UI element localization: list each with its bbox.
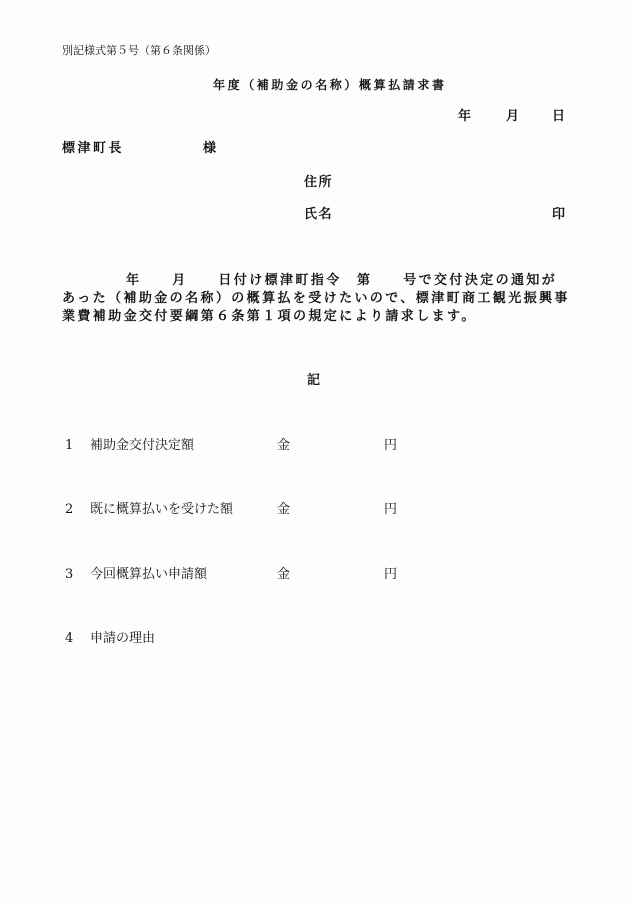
item-number: 1 [65,438,74,453]
item-amount-unit: 円 [384,438,398,453]
document-title: 年度（補助金の名称）概算払請求書 [213,78,447,92]
date-day-label: 日 [552,109,566,124]
applicant-name-label: 氏名 [304,207,334,222]
date-year-label: 年 [458,109,472,124]
addressee-honorific: 様 [203,141,217,156]
body-line-2: あった（補助金の名称）の概算払を受けたいので、標津町商工観光振興事 [62,291,570,306]
item-number: 4 [65,631,74,646]
item-label: 今回概算払い申請額 [90,567,208,582]
ki-heading: 記 [307,373,321,388]
item-amount-prefix: 金 [277,502,291,517]
seal-mark: 印 [552,207,566,222]
body-line-3: 業費補助金交付要綱第６条第１項の規定により請求します。 [62,309,477,324]
date-month-label: 月 [506,109,520,124]
item-label: 補助金交付決定額 [90,438,195,453]
item-label: 申請の理由 [90,631,156,646]
body-line-1: 年 月 日付け標津町指令 第 号で交付決定の通知が [126,273,558,288]
item-number: 3 [65,567,74,582]
item-amount-prefix: 金 [277,438,291,453]
form-reference: 別記様式第５号（第６条関係） [62,44,216,57]
item-number: 2 [65,502,74,517]
item-amount-unit: 円 [384,567,398,582]
item-label: 既に概算払いを受けた額 [90,502,234,517]
applicant-address-label: 住所 [304,175,334,190]
item-amount-prefix: 金 [277,567,291,582]
addressee-name: 標津町長 [62,141,125,156]
item-amount-unit: 円 [384,502,398,517]
